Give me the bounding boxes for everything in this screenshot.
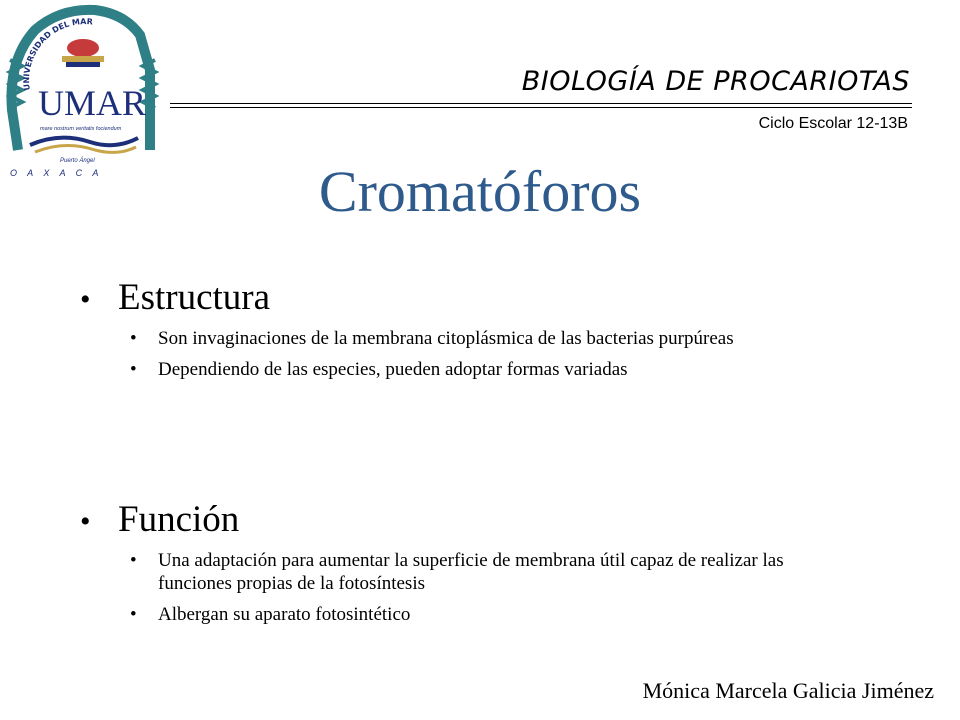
list-item: • Son invaginaciones de la membrana citoplásmica de las bacterias purpúreas [130,327,860,350]
section-heading [80,498,860,541]
section-funcion [80,498,860,634]
list-item: • Una adaptación para aumentar la superficie de membrana útil capaz de realizar las funciones propias de la fotosíntesis [130,549,860,595]
section-estructura [80,276,860,389]
university-logo [0,0,165,180]
svg-text:Puerto Ángel: Puerto Ángel [60,158,95,164]
bullet-list [80,549,860,626]
svg-text:O A X A C A: O A X A C A [10,168,103,178]
header-rule [170,103,912,108]
list-item: • Dependiendo de las especies, pueden adoptar formas variadas [130,358,860,381]
slide-title: Cromatóforos [318,159,642,224]
bullet-icon: • [80,283,91,316]
bullet-list [80,327,860,381]
section-heading-label: Función [118,499,240,540]
svg-text:mare nostrum veritatis fociend: mare nostrum veritatis fociendum [40,126,122,132]
section-heading [80,276,860,319]
svg-text:UMAR: UMAR [38,83,147,123]
author-name: Mónica Marcela Galicia Jiménez [642,678,934,703]
list-item: • Albergan su aparato fotosintético [130,603,860,626]
course-title: BIOLOGÍA DE PROCARIOTAS [521,66,910,97]
section-heading-label: Estructura [118,277,271,318]
svg-text:UNIVERSIDAD DEL MAR: UNIVERSIDAD DEL MAR [22,17,94,91]
school-year: Ciclo Escolar 12-13B [758,115,908,132]
bullet-icon: • [80,505,91,538]
